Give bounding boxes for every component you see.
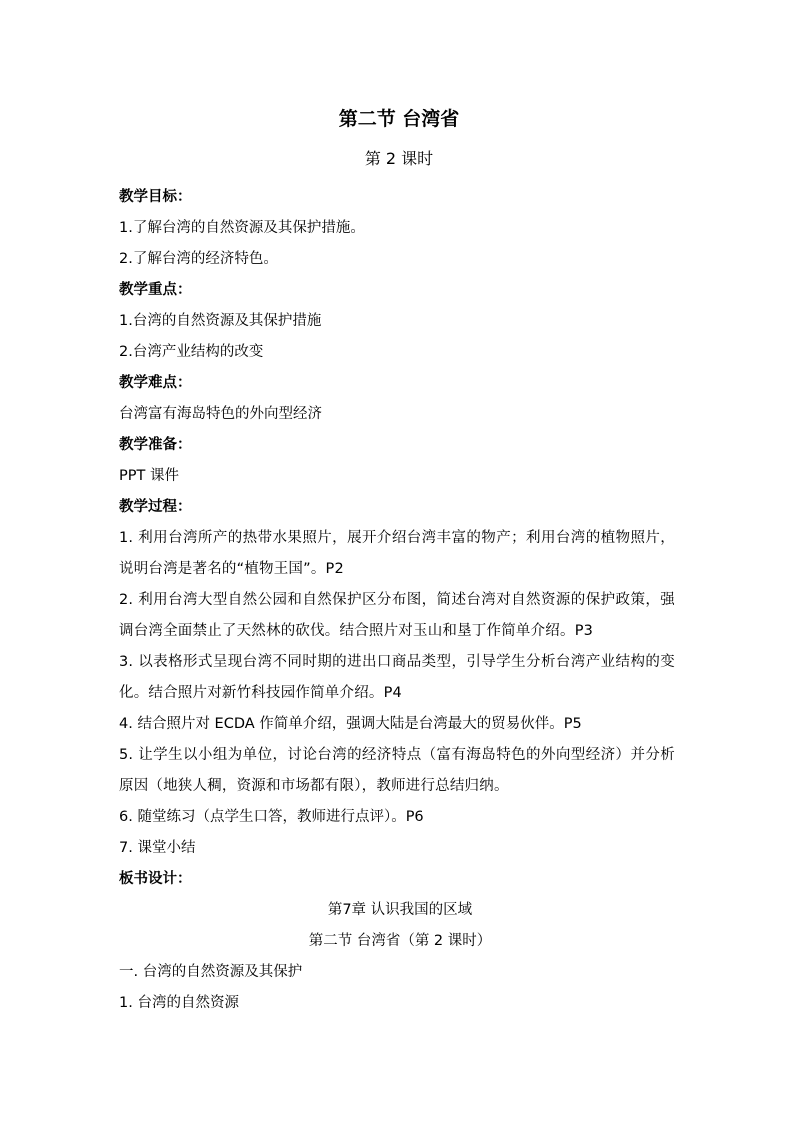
preparation-heading: 教学准备： — [119, 437, 192, 453]
key-point-item: 1.台湾的自然资源及其保护措施 — [119, 313, 322, 329]
process-step: 2. 利用台湾大型自然公园和自然保护区分布图，简述台湾对自然资源的保护政策，强调台湾全面禁止了天然林的砍伐。结合照片对玉山和垦丁作简单介绍。P3 — [119, 592, 675, 639]
difficulties-text: 台湾富有海岛特色的外向型经济 — [119, 406, 322, 422]
board-section: 第二节 台湾省（第 2 课时） — [308, 933, 492, 949]
objective-item: 2.了解台湾的经济特色。 — [119, 251, 278, 267]
difficulties-heading: 教学难点： — [119, 375, 192, 391]
board-outline-item: 一. 台湾的自然资源及其保护 — [119, 964, 303, 980]
key-point-item: 2.台湾产业结构的改变 — [119, 344, 264, 360]
process-heading: 教学过程： — [119, 499, 192, 515]
process-step: 5. 让学生以小组为单位，讨论台湾的经济特点（富有海岛特色的外向型经济）并分析原因（地狭人稠，资源和市场都有限），教师进行总结归纳。 — [119, 747, 675, 794]
objectives-heading: 教学目标： — [119, 189, 192, 205]
board-heading: 板书设计： — [119, 871, 192, 887]
document-subtitle: 第 2 课时 — [364, 149, 434, 168]
document-body — [119, 102, 675, 1019]
process-step: 1. 利用台湾所产的热带水果照片，展开介绍台湾丰富的物产；利用台湾的植物照片，说明台湾是著名的“植物王国”。P2 — [119, 530, 675, 577]
process-step: 4. 结合照片对 ECDA 作简单介绍，强调大陆是台湾最大的贸易伙伴。P5 — [119, 716, 582, 732]
process-step: 7. 课堂小结 — [119, 840, 196, 856]
objective-item: 1.了解台湾的自然资源及其保护措施。 — [119, 220, 365, 236]
board-outline-item: 1. 台湾的自然资源 — [119, 995, 239, 1011]
document-title: 第二节 台湾省 — [338, 108, 460, 130]
preparation-text: PPT 课件 — [119, 468, 179, 484]
board-chapter: 第7章 认识我国的区域 — [327, 902, 473, 918]
key-points-heading: 教学重点： — [119, 282, 192, 298]
process-step: 6. 随堂练习（点学生口答，教师进行点评）。P6 — [119, 809, 424, 825]
process-step: 3. 以表格形式呈现台湾不同时期的进出口商品类型，引导学生分析台湾产业结构的变化。结合照片对新竹科技园作简单介绍。P4 — [119, 654, 675, 701]
